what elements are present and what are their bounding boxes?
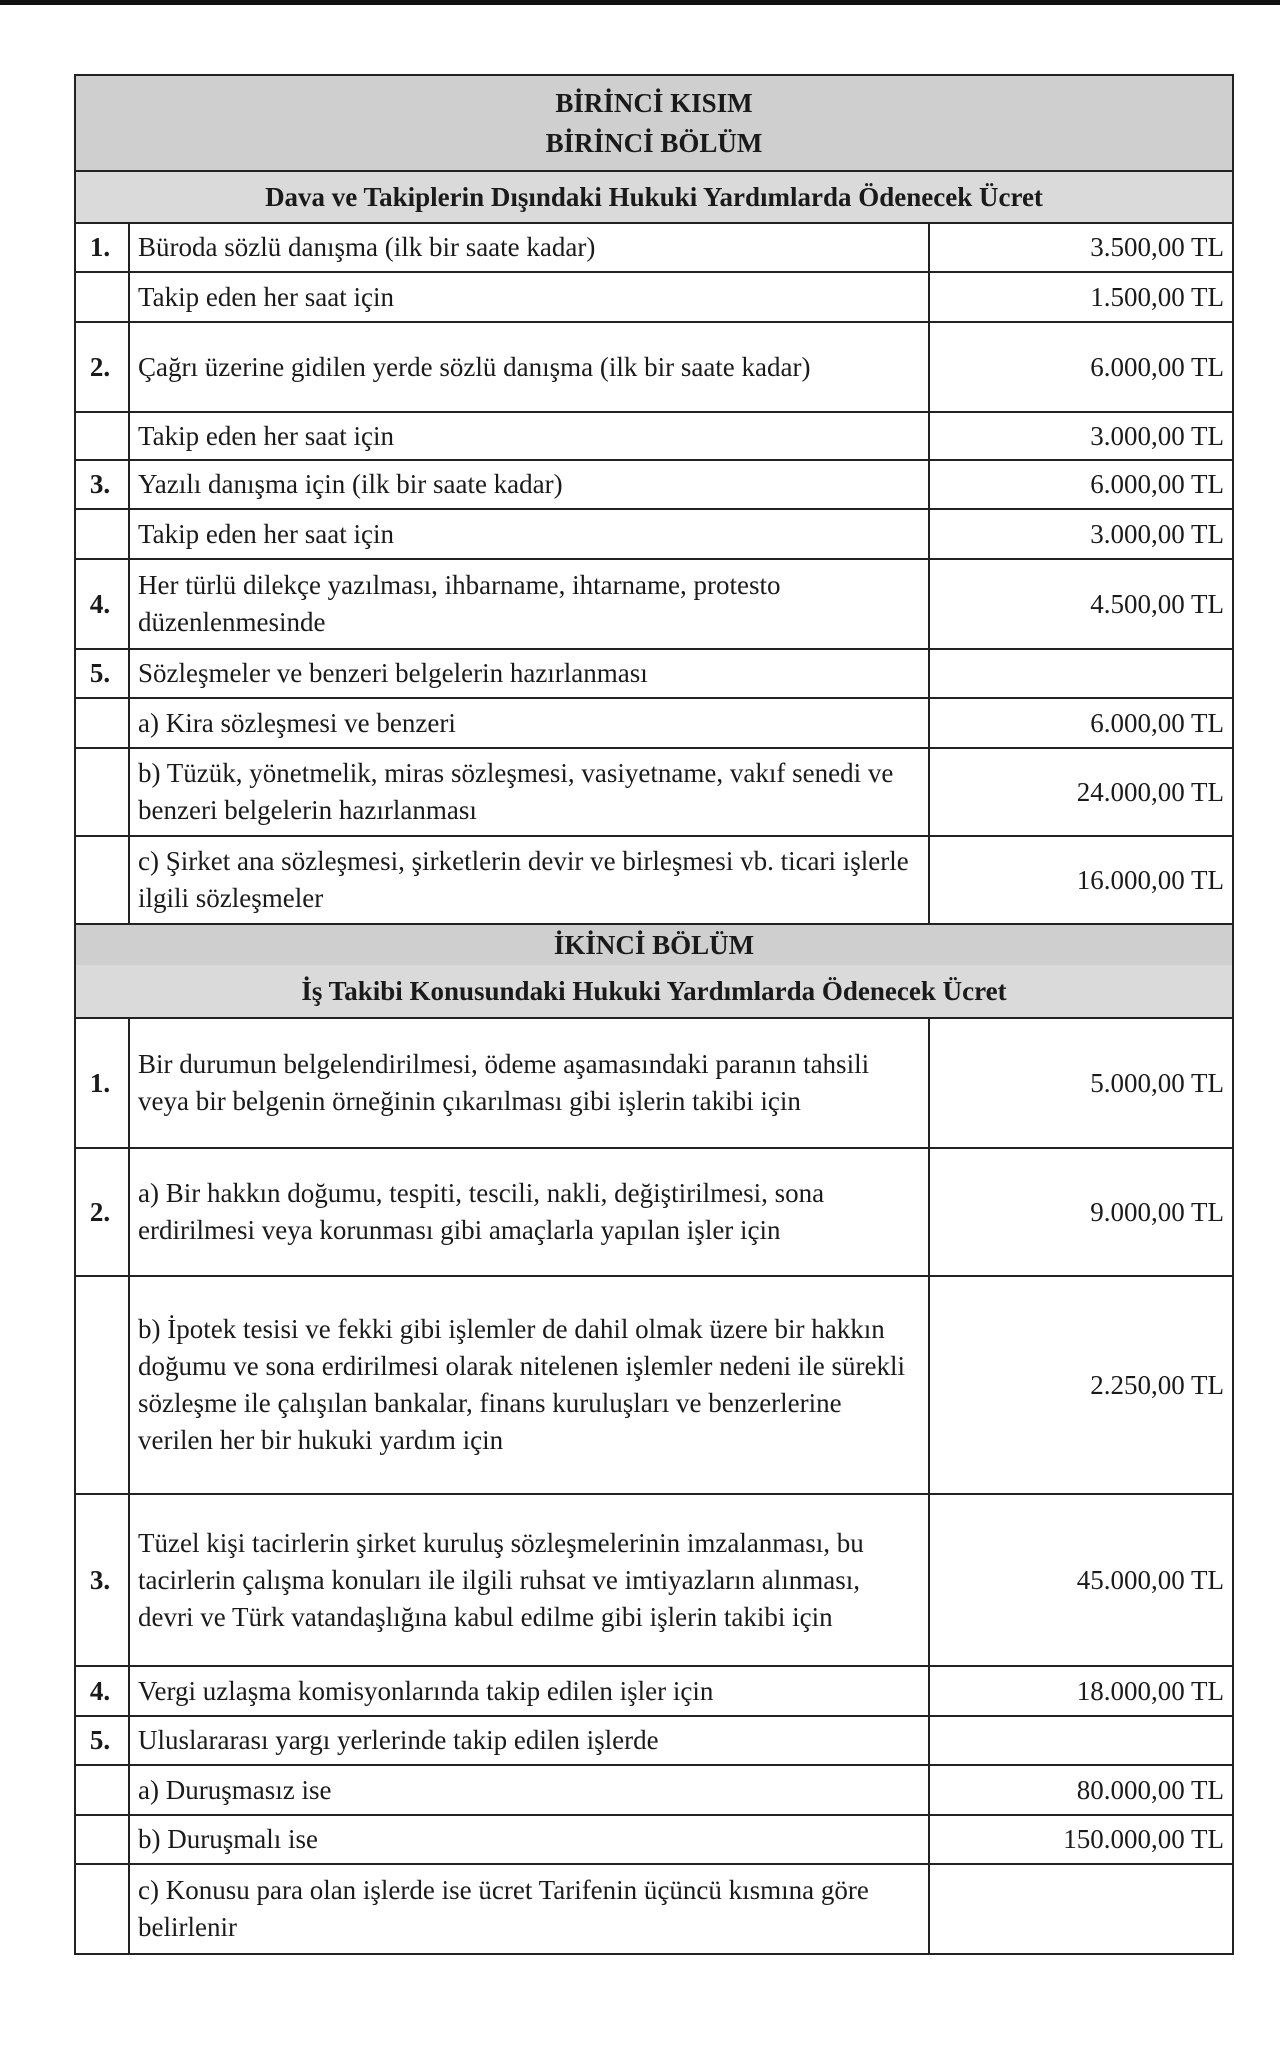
row-number: 5. [76, 650, 130, 697]
row-description: Takip eden her saat için [130, 413, 930, 459]
row-number [76, 1277, 130, 1493]
row-fee: 3.000,00 TL [1090, 518, 1224, 549]
row-number: 2. [76, 1149, 130, 1275]
row-fee: 2.250,00 TL [1090, 1369, 1224, 1400]
table-row [76, 697, 1232, 747]
row-number [76, 837, 130, 923]
row-number [76, 699, 130, 747]
row-number: 1. [76, 224, 130, 271]
table-row [76, 747, 1232, 835]
row-number: 5. [76, 1717, 130, 1764]
row-fee [930, 1865, 1232, 1953]
table-row [76, 648, 1232, 697]
row-fee: 150.000,00 TL [1063, 1824, 1224, 1854]
table-row [76, 1764, 1232, 1814]
table-row [76, 1275, 1232, 1493]
row-number [76, 1766, 130, 1814]
row-number [76, 273, 130, 321]
row-number [76, 749, 130, 835]
section-subtitle: Dava ve Takiplerin Dışındaki Hukuki Yardımlarda Ödenecek Ücret [265, 182, 1043, 212]
row-description: c) Şirket ana sözleşmesi, şirketlerin devir ve birleşmesi vb. ticari işlerle ilgili sözleşmeler [130, 837, 930, 923]
row-fee: 9.000,00 TL [1090, 1196, 1224, 1227]
table-row [76, 1147, 1232, 1275]
section-title: İKİNCİ BÖLÜM [553, 930, 755, 960]
table-row [76, 1665, 1232, 1715]
table-row [76, 222, 1232, 271]
table-row [76, 1814, 1232, 1863]
row-description: Sözleşmeler ve benzeri belgelerin hazırlanması [130, 650, 930, 697]
part2-subtitle-row [76, 965, 1232, 1017]
row-fee: 1.500,00 TL [1090, 281, 1224, 312]
table-row [76, 1715, 1232, 1764]
row-fee: 6.000,00 TL [1090, 707, 1224, 738]
row-number: 2. [76, 323, 130, 411]
top-edge-bar [0, 0, 1280, 5]
part1-subtitle-row [76, 170, 1232, 222]
row-description: Çağrı üzerine gidilen yerde sözlü danışma (ilk bir saate kadar) [130, 323, 930, 411]
row-number: 4. [76, 1667, 130, 1715]
row-description: Büroda sözlü danışma (ilk bir saate kadar) [130, 224, 930, 271]
row-fee: 4.500,00 TL [1090, 588, 1224, 619]
row-fee [930, 1717, 1232, 1764]
part1-header [76, 76, 1232, 170]
row-number: 4. [76, 560, 130, 648]
section-title: BİRİNCİ BÖLÜM [545, 128, 763, 158]
row-number: 1. [76, 1019, 130, 1147]
row-fee: 3.500,00 TL [1090, 232, 1224, 262]
row-description: Tüzel kişi tacirlerin şirket kuruluş sözleşmelerinin imzalanması, bu tacirlerin çalışma konuları ile ilgili ruhsat ve imtiyazların alınması, devri ve Türk vatandaşlığına kabul edilme gibi işlerin takibi için [130, 1495, 930, 1665]
row-description: Bir durumun belgelendirilmesi, ödeme aşamasındaki paranın tahsili veya bir belgenin örneğinin çıkarılması gibi işlerin takibi için [130, 1019, 930, 1147]
row-fee: 80.000,00 TL [1076, 1774, 1224, 1805]
part-title: BİRİNCİ KISIM [555, 88, 753, 118]
row-number [76, 1865, 130, 1953]
row-description: b) Duruşmalı ise [130, 1816, 930, 1863]
row-fee: 45.000,00 TL [1076, 1564, 1224, 1595]
row-description: a) Kira sözleşmesi ve benzeri [130, 699, 930, 747]
row-description: a) Duruşmasız ise [130, 1766, 930, 1814]
row-description: c) Konusu para olan işlerde ise ücret Tarifenin üçüncü kısmına göre belirlenir [130, 1865, 930, 1953]
table-row [76, 1863, 1232, 1953]
table-row [76, 1017, 1232, 1147]
row-fee: 6.000,00 TL [1090, 351, 1224, 382]
fee-schedule-table [74, 74, 1234, 1955]
table-row [76, 1493, 1232, 1665]
row-description: Vergi uzlaşma komisyonlarında takip edilen işler için [130, 1667, 930, 1715]
row-description: b) İpotek tesisi ve fekki gibi işlemler de dahil olmak üzere bir hakkın doğumu ve sona erdirilmesi olarak nitelenen işlemler nedeni ile sürekli sözleşme ile çalışılan bankalar, finans kuruluşları ve benzerlerine verilen her bir hukuki yardım için [130, 1277, 930, 1493]
row-description: Uluslararası yargı yerlerinde takip edilen işlerde [130, 1717, 930, 1764]
row-description: Takip eden her saat için [130, 273, 930, 321]
table-row [76, 835, 1232, 923]
section-subtitle: İş Takibi Konusundaki Hukuki Yardımlarda Ödenecek Ücret [301, 976, 1007, 1006]
row-fee: 24.000,00 TL [1076, 776, 1224, 807]
table-row [76, 459, 1232, 508]
row-description: Yazılı danışma için (ilk bir saate kadar) [130, 461, 930, 508]
row-fee [930, 650, 1232, 697]
table-row [76, 321, 1232, 411]
table-row [76, 508, 1232, 558]
table-row [76, 558, 1232, 648]
row-number: 3. [76, 461, 130, 508]
table-row [76, 271, 1232, 321]
row-fee: 16.000,00 TL [1076, 864, 1224, 895]
row-fee: 5.000,00 TL [1090, 1067, 1224, 1098]
row-description: Takip eden her saat için [130, 510, 930, 558]
row-fee: 6.000,00 TL [1090, 469, 1224, 499]
row-number [76, 1816, 130, 1863]
row-number: 3. [76, 1495, 130, 1665]
row-description: Her türlü dilekçe yazılması, ihbarname, ihtarname, protesto düzenlenmesinde [130, 560, 930, 648]
part2-header [76, 923, 1232, 965]
row-fee: 18.000,00 TL [1076, 1675, 1224, 1706]
table-row [76, 411, 1232, 459]
row-number [76, 510, 130, 558]
row-fee: 3.000,00 TL [1090, 420, 1224, 451]
row-description: b) Tüzük, yönetmelik, miras sözleşmesi, vasiyetname, vakıf senedi ve benzeri belgelerin hazırlanması [130, 749, 930, 835]
row-description: a) Bir hakkın doğumu, tespiti, tescili, nakli, değiştirilmesi, sona erdirilmesi veya korunması gibi amaçlarla yapılan işler için [130, 1149, 930, 1275]
row-number [76, 413, 130, 459]
